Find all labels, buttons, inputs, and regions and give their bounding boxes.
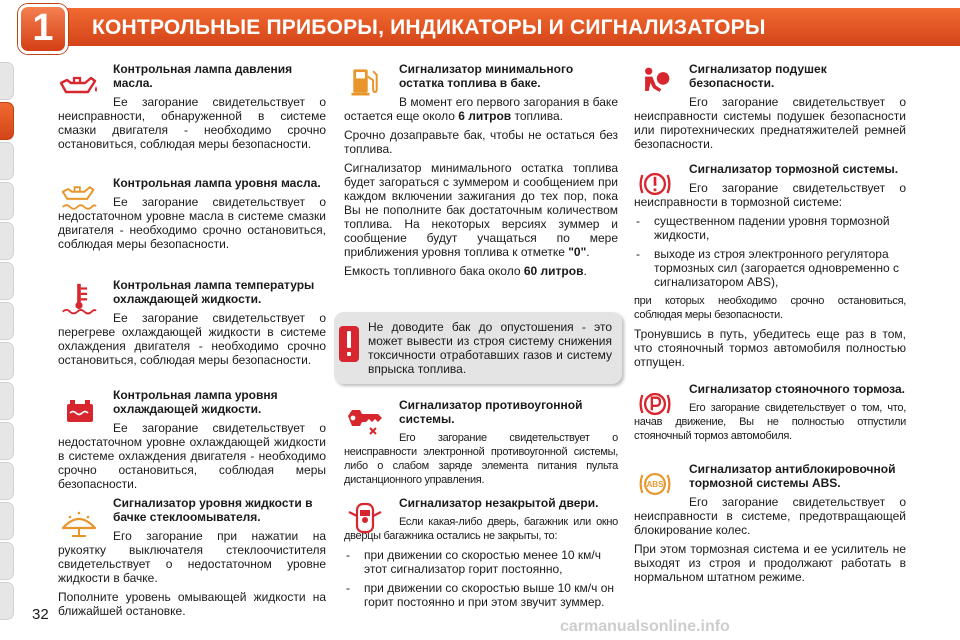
fuel-pump-icon	[344, 64, 386, 100]
entry-text: Пополните уровень омывающей жидкости на ближайшей остановке.	[58, 590, 326, 618]
page-number: 32	[32, 606, 49, 623]
entry-text: Ее загорание свидетельствует о недостаточном уровне масла в системе смазки двигателя - необходимо срочно остановиться, соблюдая меры безопасности.	[58, 195, 326, 251]
abs-icon	[634, 466, 676, 502]
oil-level-icon	[58, 180, 100, 216]
entry-text	[344, 264, 618, 278]
entry-text: Его загорание свидетельствует о неисправности в тормозной системе:	[634, 181, 906, 209]
entry-immobiliser	[344, 398, 618, 492]
entry-text: Его загорание свидетельствует о неисправности электронной противоугонной системы, либо о слабом заряде элемента питания пульта дистанционного управления.	[344, 432, 618, 486]
fuel-tank-capacity: 60 литров	[523, 264, 584, 278]
airbag-icon	[634, 64, 676, 100]
entry-title: Контрольная лампа уровня охлаждающей жидкости.	[113, 388, 278, 416]
entry-title: Сигнализатор подушек безопасности.	[689, 62, 827, 90]
immobiliser-key-icon	[344, 404, 386, 440]
text-run: топлива.	[514, 109, 563, 123]
text-run: В момент его первого загорания в баке остается еще около	[344, 95, 618, 123]
page-title: КОНТРОЛЬНЫЕ ПРИБОРЫ, ИНДИКАТОРЫ И СИГНАЛИЗАТОРЫ	[92, 16, 766, 39]
list-item: - при движении со скоростью выше 10 км/ч он горит постоянно и при этом звучит зуммер.	[344, 581, 618, 609]
warning-note: Не доводите бак до опустошения - это может вывести из строя систему снижения токсичности отработавших газов и систему впрыска топлива.	[334, 312, 622, 384]
chapter-tab[interactable]	[0, 462, 14, 500]
watermark-text: carmanualsonline.info	[560, 618, 730, 635]
entry-title: Сигнализатор тормозной системы.	[689, 162, 899, 176]
coolant-temperature-icon	[58, 282, 100, 318]
text-run: Емкость топливного бака около	[344, 264, 521, 278]
chapter-tab[interactable]	[0, 302, 14, 340]
svg-text:ABS: ABS	[646, 480, 664, 490]
entry-title: Сигнализатор уровня жидкости в бачке стеклоомывателя.	[113, 496, 313, 524]
entry-title: Контрольная лампа уровня масла.	[113, 176, 321, 190]
chapter-tab[interactable]	[0, 422, 14, 460]
entry-coolant-level	[58, 388, 326, 496]
chapter-number-badge: 1	[18, 4, 68, 54]
coolant-level-icon	[58, 396, 100, 432]
entry-text: Его загорание свидетельствует о том, что, начав движение, Вы не полностью отпустили стояночный тормоз автомобиля.	[634, 402, 906, 442]
entry-oil-level	[58, 176, 326, 256]
entry-coolant-temperature	[58, 278, 326, 372]
entry-text: Ее загорание свидетельствует о неисправности, обнаруженной в системе смазки двигателя - необходимо срочно остановиться, соблюдая меры безопасности.	[58, 95, 326, 151]
oil-pressure-icon	[58, 68, 100, 104]
entry-fuel-level	[344, 62, 618, 283]
entry-brake-system	[634, 162, 906, 374]
entry-title: Сигнализатор противоугонной системы.	[399, 398, 583, 426]
chapter-tab[interactable]	[0, 382, 14, 420]
entry-text: Его загорание свидетельствует о неисправности системы подушек безопасности или пиротехнических преднатяжителей ремней безопасности.	[634, 95, 906, 151]
door-open-icon	[344, 500, 386, 536]
entry-oil-pressure	[58, 62, 326, 156]
exclamation-icon	[334, 324, 364, 364]
entry-text: Ее загорание свидетельствует о недостаточном уровне охлаждающей жидкости в системе охлаждения двигателя - необходимо срочно остановиться, соблюдая меры безопасности.	[58, 421, 326, 491]
entry-text: при которых необходимо срочно остановиться, соблюдая меры безопасности.	[634, 295, 906, 321]
chapter-tab[interactable]	[0, 582, 14, 620]
entry-title: Контрольная лампа давления масла.	[113, 62, 293, 90]
chapter-tab[interactable]	[0, 542, 14, 580]
entry-door-open	[344, 496, 618, 614]
entry-title: Сигнализатор минимального остатка топлива в баке.	[399, 62, 574, 90]
list-item: - выходе из строя электронного регулятора тормозных сил (загорается одновременно с сигнализатором ABS),	[634, 247, 906, 289]
entry-text	[344, 161, 618, 259]
entry-text: Ее загорание свидетельствует о перегреве охлаждающей жидкости в системе охлаждения двигателя - необходимо срочно остановиться, соблюдая меры безопасности.	[58, 311, 326, 367]
entry-washer-fluid	[58, 496, 326, 623]
washer-fluid-icon	[58, 504, 100, 540]
chapter-tabs	[0, 62, 16, 622]
entry-text: Срочно дозаправьте бак, чтобы не остаться без топлива.	[344, 128, 618, 156]
fuel-zero-mark: "0"	[568, 245, 587, 259]
fuel-reserve-value: 6 литров	[458, 109, 512, 123]
entry-abs	[634, 462, 906, 589]
list-item: - существенном падении уровня тормозной жидкости,	[634, 214, 906, 242]
page-header	[0, 0, 960, 56]
entry-airbag	[634, 62, 906, 156]
chapter-tab[interactable]	[0, 182, 14, 220]
text-run: .	[583, 264, 587, 278]
chapter-tab[interactable]	[0, 262, 14, 300]
brake-system-icon	[634, 166, 676, 202]
entry-parking-brake	[634, 382, 906, 448]
entry-text: Его загорание свидетельствует о неисправности в системе, предотвращающей блокирование колес.	[634, 495, 906, 537]
text-run: .	[586, 245, 590, 259]
list-item: - при движении со скоростью менее 10 км/ч этот сигнализатор горит постоянно,	[344, 548, 618, 576]
text-run: Сигнализатор минимального остатка топлива будет загораться с зуммером и сообщением при каждом включении зажигания до тех пор, пока Вы не пополните бак достаточным количеством топлива. На некоторых версиях зуммер и сообщение будут учащаться по мере приближения уровня топлива к отметке	[344, 161, 618, 259]
entry-text: Тронувшись в путь, убедитесь еще раз в том, что стояночный тормоз автомобиля полностью отпущен.	[634, 327, 906, 369]
chapter-tab[interactable]	[0, 342, 14, 380]
entry-title: Контрольная лампа температуры охлаждающей жидкости.	[113, 278, 315, 306]
entry-text: Если какая-либо дверь, багажник или окно дверцы багажника остались не закрыты, то:	[344, 516, 618, 542]
entry-title: Сигнализатор незакрытой двери.	[399, 496, 599, 510]
entry-text: При этом тормозная система и ее усилитель не выходят из строя и продолжают работать в нормальном штатном режиме.	[634, 542, 906, 584]
chapter-tab[interactable]	[0, 142, 14, 180]
parking-brake-icon	[634, 386, 676, 422]
chapter-tab[interactable]	[0, 62, 14, 100]
entry-title: Сигнализатор стояночного тормоза.	[689, 382, 905, 396]
entry-title: Сигнализатор антиблокировочной тормозной системы ABS.	[689, 462, 896, 490]
chapter-tab[interactable]	[0, 502, 14, 540]
chapter-tab[interactable]	[0, 222, 14, 260]
chapter-tab-active[interactable]	[0, 102, 14, 140]
entry-text: Его загорание при нажатии на рукоятку выключателя стеклоочистителя свидетельствует о недостаточном уровне жидкости в бачке.	[58, 529, 326, 585]
